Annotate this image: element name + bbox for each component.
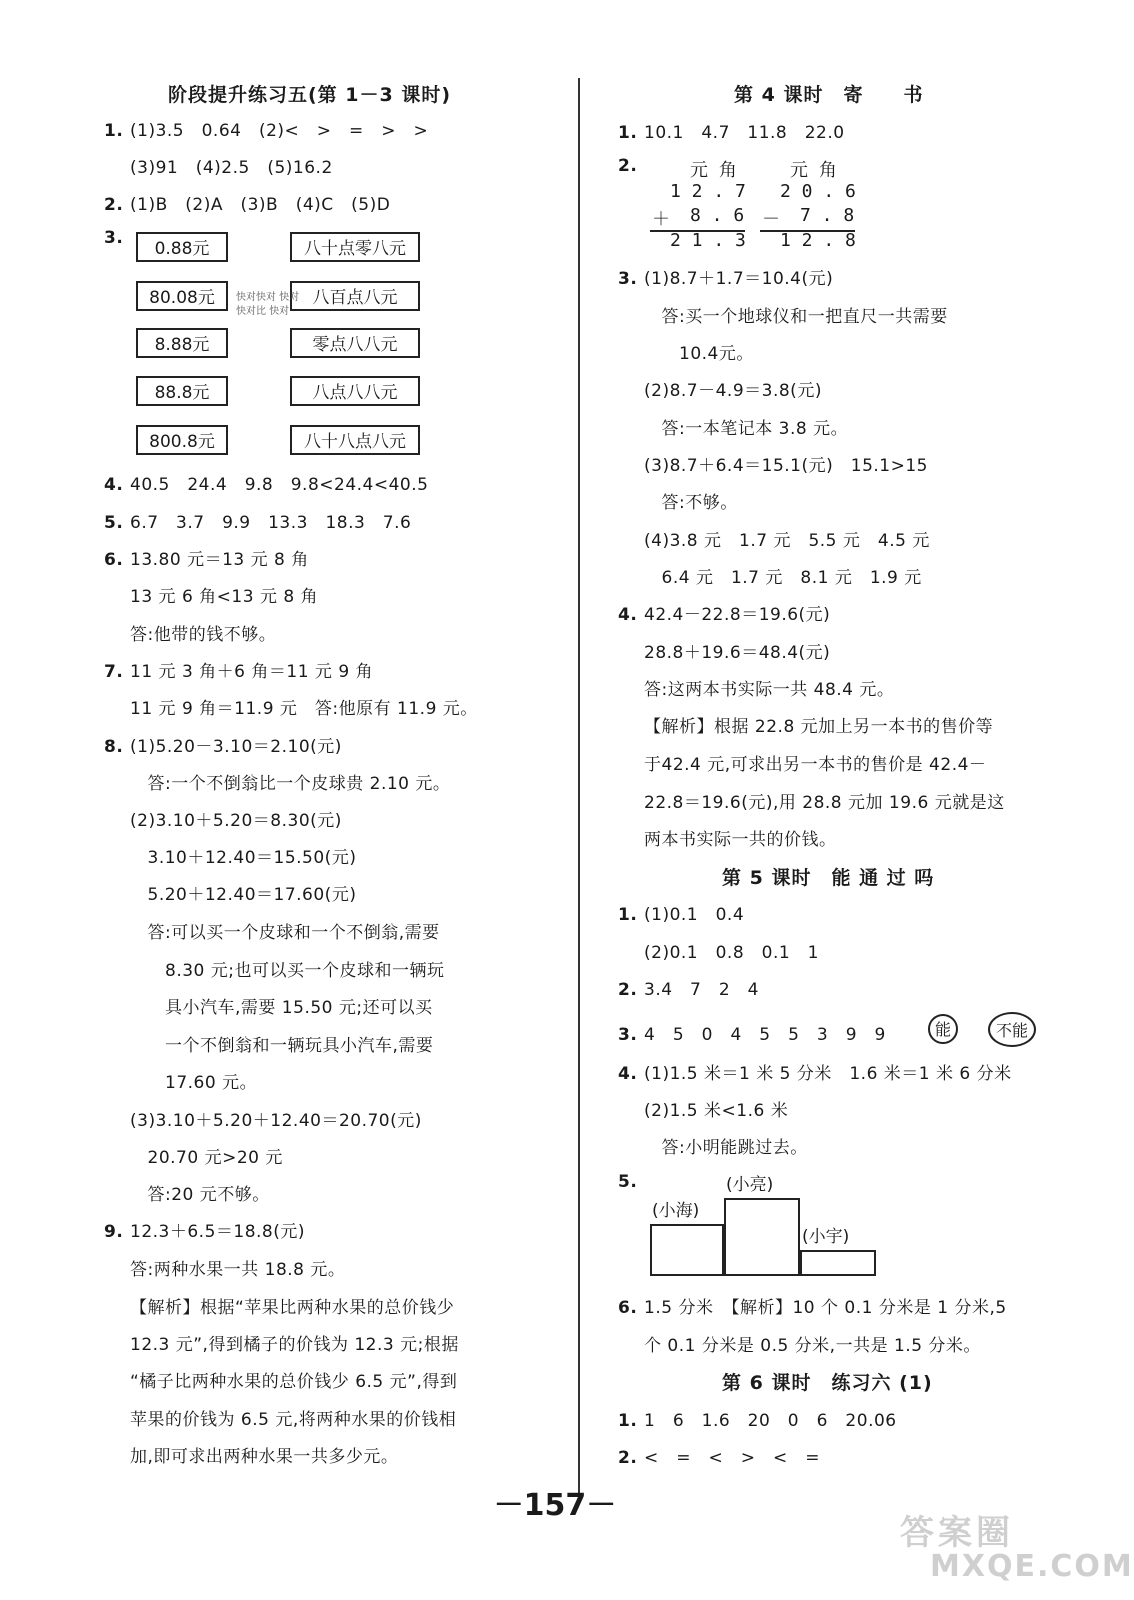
left-line	[104, 470, 428, 495]
bar-label: (小宇)	[802, 1227, 850, 1247]
watermark-sub: MXQE.COM	[930, 1549, 1134, 1584]
bar-rect	[724, 1198, 800, 1276]
left-answer-text: (3)3.10＋5.20＋12.40＝20.70(元)	[130, 1111, 422, 1131]
left-answer-text: 13.80 元＝13 元 8 角	[130, 550, 309, 570]
left-question-number: 5.	[104, 513, 124, 533]
left-question-number: 7.	[104, 662, 124, 682]
sec4-line	[618, 339, 754, 364]
left-answer-text: 答:两种水果一共 18.8 元。	[130, 1260, 346, 1280]
match-left-box: 80.08元	[136, 281, 228, 311]
left-answer-text: 11 元 3 角＋6 角＝11 元 9 角	[130, 662, 374, 682]
left-answer-text: (2)3.10＋5.20＝8.30(元)	[130, 811, 342, 831]
left-section-title: 阶段提升练习五(第 1－3 课时)	[168, 84, 452, 106]
left-answer-text: 11 元 9 角＝11.9 元 答:他原有 11.9 元。	[130, 699, 478, 719]
calc-b-op: －	[762, 209, 780, 230]
sec4-answer-text: 22.8＝19.6(元),用 28.8 元加 19.6 元就是这	[644, 793, 1005, 813]
sec4-answer-text: (2)8.7－4.9＝3.8(元)	[644, 381, 822, 401]
left-line	[104, 880, 356, 905]
left-line	[104, 508, 411, 533]
bar-label: (小海)	[652, 1201, 700, 1221]
circled-yes-label: 能	[928, 1014, 958, 1044]
left-line	[104, 843, 356, 868]
calc-a-op: ＋	[652, 209, 670, 230]
calc-a-bottom: 8 . 6	[690, 205, 745, 226]
sec4-answer-text: (1)8.7＋1.7＝10.4(元)	[644, 269, 834, 289]
sec6-question-number: 1.	[618, 1411, 638, 1431]
sec4-line	[618, 750, 986, 775]
left-question-number: 2.	[104, 195, 124, 215]
sec5-line	[618, 938, 819, 963]
left-line	[104, 918, 440, 943]
sec4-line	[618, 712, 993, 737]
left-answer-text: “橘子比两种水果的总价钱少 6.5 元”,得到	[130, 1372, 458, 1392]
sec5-question-number: 4.	[618, 1064, 638, 1084]
circled-yes	[928, 1014, 958, 1044]
sec5-line	[618, 1293, 1007, 1318]
left-line	[104, 694, 478, 719]
sec5-title: 第 5 课时 能 通 过 吗	[722, 867, 935, 889]
left-line	[104, 620, 276, 645]
calc-b-head: 元 角	[790, 160, 837, 181]
match-left-box: 88.8元	[136, 376, 228, 406]
left-line	[104, 769, 450, 794]
left-line	[104, 1031, 433, 1056]
sec4-line	[618, 675, 894, 700]
handwritten-note-2: 快对比 快对	[236, 306, 290, 317]
sec4-answer-text: 答:这两本书实际一共 48.4 元。	[644, 680, 895, 700]
sec4-line	[618, 526, 930, 551]
left-line	[104, 657, 373, 682]
bar-rect	[650, 1224, 724, 1276]
calc-a-top: 1 2 . 7	[670, 181, 746, 202]
left-answer-text: 8.30 元;也可以买一个皮球和一辆玩	[130, 961, 445, 981]
left-answer-text: 6.7 3.7 9.9 13.3 18.3 7.6	[130, 513, 412, 533]
sec4-answer-text: 答:买一个地球仪和一把直尺一共需要	[644, 307, 948, 327]
sec4-answer-text: 于42.4 元,可求出另一本书的售价是 42.4－	[644, 755, 987, 775]
left-answer-text: (1)5.20－3.10＝2.10(元)	[130, 737, 342, 757]
left-answer-text: 13 元 6 角<13 元 8 角	[130, 587, 319, 607]
left-line	[104, 582, 318, 607]
sec4-question-number: 2.	[618, 156, 638, 176]
sec4-line	[618, 563, 922, 588]
left-question-number: 1.	[104, 121, 124, 141]
sec4-answer-text: 答:一本笔记本 3.8 元。	[644, 419, 849, 439]
left-answer-text: 5.20＋12.40＝17.60(元)	[130, 885, 357, 905]
sec4-line	[618, 788, 1005, 813]
left-answer-text: 答:一个不倒翁比一个皮球贵 2.10 元。	[130, 774, 451, 794]
calc-a-result: 2 1 . 3	[670, 230, 746, 251]
left-line	[104, 1293, 454, 1318]
sec4-answer-text: 两本书实际一共的价钱。	[644, 830, 837, 850]
sec4-line	[618, 118, 845, 143]
left-line	[104, 1405, 456, 1430]
sec5-question-number: 6.	[618, 1298, 638, 1318]
left-answer-text: 40.5 24.4 9.8 9.8<24.4<40.5	[130, 475, 429, 495]
left-answer-text: (1)B (2)A (3)B (4)C (5)D	[130, 195, 391, 215]
sec4-answer-text: 10.1 4.7 11.8 22.0	[644, 123, 845, 143]
sec5-line	[618, 1172, 644, 1192]
match-left-box: 8.88元	[136, 328, 228, 358]
left-answer-text: 一个不倒翁和一辆玩具小汽车,需要	[130, 1036, 434, 1056]
match-right-box: 八百点八元	[290, 281, 420, 311]
left-answer-text: 苹果的价钱为 6.5 元,将两种水果的价钱相	[130, 1410, 457, 1430]
left-answer-text: 答:可以买一个皮球和一个不倒翁,需要	[130, 923, 440, 943]
left-line	[104, 190, 390, 215]
sec5-answer-text: (1)0.1 0.4	[644, 905, 745, 925]
left-answer-text: 12.3 元”,得到橘子的价钱为 12.3 元;根据	[130, 1335, 459, 1355]
sec5-line	[618, 1059, 1012, 1084]
left-line	[104, 1217, 305, 1242]
sec4-answer-text: 6.4 元 1.7 元 8.1 元 1.9 元	[644, 568, 922, 588]
sec5-line	[618, 1331, 981, 1356]
circled-no-label: 不能	[992, 1018, 1032, 1041]
match-right-box: 八点八八元	[290, 376, 420, 406]
left-line	[104, 545, 309, 570]
left-line	[104, 956, 444, 981]
left-answer-text: (1)3.5 0.64 (2)< > = > >	[130, 121, 429, 141]
left-answer-text: 答:20 元不够。	[130, 1185, 270, 1205]
sec5-line	[618, 1133, 808, 1158]
sec4-line	[618, 376, 822, 401]
sec4-answer-text: (4)3.8 元 1.7 元 5.5 元 4.5 元	[644, 531, 930, 551]
circled-no	[992, 1018, 1032, 1041]
sec4-line	[618, 156, 644, 176]
left-answer-text: (3)91 (4)2.5 (5)16.2	[130, 158, 333, 178]
sec6-answer-text: 1 6 1.6 20 0 6 20.06	[644, 1411, 897, 1431]
sec4-question-number: 3.	[618, 269, 638, 289]
sec5-question-number: 3.	[618, 1025, 638, 1045]
left-line	[104, 228, 130, 248]
left-answer-text: 【解析】根据“苹果比两种水果的总价钱少	[130, 1298, 455, 1318]
sec5-answer-text: 个 0.1 分米是 0.5 分米,一共是 1.5 分米。	[644, 1336, 981, 1356]
sec4-line	[618, 825, 837, 850]
sec4-line	[618, 302, 948, 327]
match-left-box: 0.88元	[136, 232, 228, 262]
sec4-answer-text: 42.4－22.8＝19.6(元)	[644, 605, 831, 625]
match-left-box: 800.8元	[136, 425, 228, 455]
watermark	[890, 1505, 1134, 1593]
sec5-answer-text: (2)1.5 米<1.6 米	[644, 1101, 789, 1121]
left-line	[104, 1442, 398, 1467]
left-line	[104, 1143, 283, 1168]
sec5-answer-text: 答:小明能跳过去。	[644, 1138, 808, 1158]
sec5-answer-text: 3.4 7 2 4	[644, 980, 759, 1000]
left-question-number: 9.	[104, 1222, 124, 1242]
left-line	[104, 153, 333, 178]
sec5-line	[618, 1096, 788, 1121]
page-number: －157－	[493, 1488, 617, 1523]
left-answer-text: 答:他带的钱不够。	[130, 625, 277, 645]
calc-a-head: 元 角	[690, 160, 737, 181]
calc-b-top: 2 0 . 6	[780, 181, 856, 202]
left-question-number: 4.	[104, 475, 124, 495]
left-answer-text: 加,即可求出两种水果一共多少元。	[130, 1447, 399, 1467]
watermark-main: 答案圈	[900, 1513, 1014, 1553]
sec6-line	[618, 1406, 897, 1431]
left-question-number: 8.	[104, 737, 124, 757]
sec5-question-number: 1.	[618, 905, 638, 925]
match-right-box: 零点八八元	[290, 328, 420, 358]
left-answer-text: 3.10＋12.40＝15.50(元)	[130, 848, 357, 868]
match-right-box: 八十八点八元	[290, 425, 420, 455]
handwritten-note-1: 快对快对 快对	[236, 292, 300, 303]
sec4-answer-text: 28.8＋19.6＝48.4(元)	[644, 643, 831, 663]
left-line	[104, 116, 428, 141]
sec5-line	[618, 900, 744, 925]
sec4-line	[618, 451, 928, 476]
sec4-answer-text: 答:不够。	[644, 493, 738, 513]
sec6-title: 第 6 课时 练习六 (1)	[722, 1372, 933, 1394]
left-line	[104, 1367, 457, 1392]
sec4-line	[618, 414, 848, 439]
sec5-answer-text: 4 5 0 4 5 5 3 9 9	[644, 1025, 886, 1045]
sec5-answer-text: (1)1.5 米＝1 米 5 分米 1.6 米＝1 米 6 分米	[644, 1064, 1012, 1084]
left-line	[104, 732, 342, 757]
sec4-question-number: 1.	[618, 123, 638, 143]
bar-label: (小亮)	[726, 1175, 774, 1195]
sec4-answer-text: (3)8.7＋6.4＝15.1(元) 15.1>15	[644, 456, 928, 476]
left-answer-text: 17.60 元。	[130, 1073, 258, 1093]
calc-b-result: 1 2 . 8	[780, 230, 856, 251]
left-line	[104, 1180, 270, 1205]
bar-rect	[800, 1250, 876, 1276]
left-question-number: 3.	[104, 228, 124, 248]
match-right-box: 八十点零八元	[290, 232, 420, 262]
column-divider	[578, 78, 580, 1500]
sec5-line	[618, 1020, 886, 1045]
sec6-line	[618, 1443, 820, 1468]
left-line	[104, 1255, 345, 1280]
sec4-line	[618, 638, 830, 663]
calc-b-bottom: 7 . 8	[800, 205, 855, 226]
sec6-answer-text: < = < > < =	[644, 1448, 820, 1468]
left-question-number: 6.	[104, 550, 124, 570]
sec5-line	[618, 975, 759, 1000]
sec4-line	[618, 488, 738, 513]
sec5-question-number: 5.	[618, 1172, 638, 1192]
left-line	[104, 1068, 257, 1093]
left-line	[104, 806, 342, 831]
left-line	[104, 1330, 459, 1355]
left-answer-text: 12.3＋6.5＝18.8(元)	[130, 1222, 306, 1242]
left-answer-text: 具小汽车,需要 15.50 元;还可以买	[130, 998, 433, 1018]
sec6-question-number: 2.	[618, 1448, 638, 1468]
sec4-line	[618, 264, 833, 289]
sec4-line	[618, 600, 830, 625]
sec5-answer-text: 1.5 分米 【解析】10 个 0.1 分米是 1 分米,5	[644, 1298, 1007, 1318]
left-line	[104, 993, 433, 1018]
sec5-question-number: 2.	[618, 980, 638, 1000]
sec5-answer-text: (2)0.1 0.8 0.1 1	[644, 943, 820, 963]
left-answer-text: 20.70 元>20 元	[130, 1148, 283, 1168]
sec4-title: 第 4 课时 寄 书	[734, 84, 924, 106]
left-line	[104, 1106, 422, 1131]
sec4-answer-text: 10.4元。	[644, 344, 754, 364]
sec4-answer-text: 【解析】根据 22.8 元加上另一本书的售价等	[644, 717, 994, 737]
sec4-question-number: 4.	[618, 605, 638, 625]
